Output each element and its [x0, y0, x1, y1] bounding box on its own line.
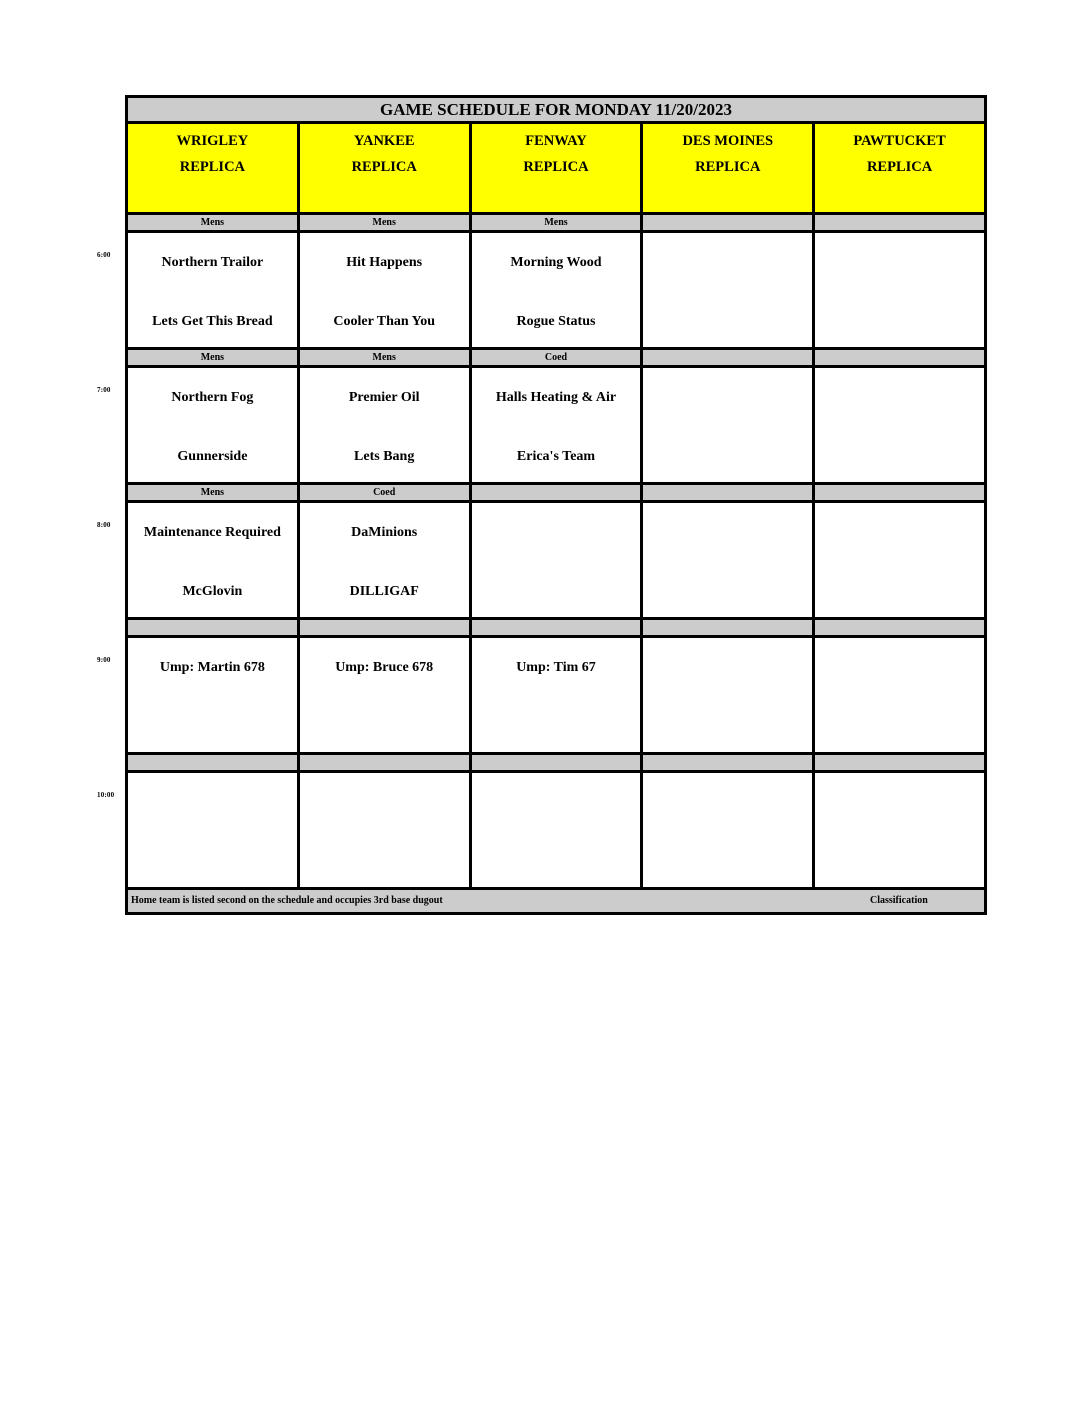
time-slot [97, 215, 987, 350]
away-team: Halls Heating & Air [495, 390, 617, 405]
classification-cell: Mens [472, 215, 644, 233]
home-team: Gunnerside [177, 449, 248, 464]
game-row [125, 503, 987, 620]
classification-row [125, 485, 987, 503]
classification-cell [472, 485, 644, 503]
time-slot [97, 755, 987, 890]
classification-cell [815, 620, 987, 638]
game-cell [472, 368, 644, 485]
game-row [125, 638, 987, 755]
classification-row [125, 755, 987, 773]
away-team: Ump: Bruce 678 [335, 660, 434, 675]
classification-row [125, 620, 987, 638]
game-cell [128, 233, 300, 350]
classification-cell [472, 620, 644, 638]
home-team: McGlovin [182, 584, 243, 599]
classification-cell: Mens [128, 350, 300, 368]
field-header-pawtucket [815, 124, 987, 212]
away-team: DaMinions [351, 525, 418, 540]
field-header-des-moines [643, 124, 815, 212]
field-name: PAWTUCKET [853, 133, 946, 149]
away-team: Hit Happens [346, 255, 423, 270]
game-cell [128, 773, 300, 890]
game-cell [815, 368, 987, 485]
game-cell [300, 503, 472, 620]
field-header-fenway [472, 124, 644, 212]
game-cell [300, 233, 472, 350]
classification-cell [472, 755, 644, 773]
game-row [125, 773, 987, 890]
away-team: Ump: Martin 678 [159, 660, 265, 675]
game-cell [472, 773, 644, 890]
home-team: Rogue Status [516, 314, 596, 329]
classification-cell: Coed [300, 485, 472, 503]
classification-row [125, 215, 987, 233]
time-label: 10:00 [97, 791, 115, 799]
game-cell [472, 638, 644, 755]
field-subtitle: REPLICA [179, 159, 246, 175]
time-slot [97, 485, 987, 620]
field-name: DES MOINES [682, 133, 774, 149]
classification-cell [643, 215, 815, 233]
classification-cell [815, 755, 987, 773]
game-cell [643, 503, 815, 620]
field-subtitle: REPLICA [695, 159, 761, 175]
game-cell [128, 503, 300, 620]
classification-cell: Mens [128, 215, 300, 233]
classification-cell [815, 215, 987, 233]
field-header-wrigley [128, 124, 300, 212]
home-team: Lets Bang [354, 449, 415, 464]
time-slot [97, 350, 987, 485]
schedule-title: GAME SCHEDULE FOR MONDAY 11/20/2023 [125, 95, 987, 121]
away-team: Northern Fog [171, 390, 254, 405]
game-cell [472, 233, 644, 350]
game-row [125, 368, 987, 485]
field-header-row [125, 121, 987, 215]
game-cell [300, 638, 472, 755]
game-cell [815, 233, 987, 350]
field-name: FENWAY [525, 133, 587, 149]
away-team: Maintenance Required [143, 525, 281, 540]
time-label: 9:00 [97, 656, 111, 664]
game-cell [815, 638, 987, 755]
away-team: Morning Wood [510, 255, 602, 270]
home-team: Cooler Than You [333, 314, 436, 329]
time-slot [97, 620, 987, 755]
schedule-footer [125, 890, 987, 915]
away-team: Ump: Tim 67 [516, 660, 596, 675]
game-cell [643, 773, 815, 890]
game-cell [128, 638, 300, 755]
home-team: Lets Get This Bread [152, 314, 273, 329]
classification-cell [643, 350, 815, 368]
classification-cell: Mens [300, 350, 472, 368]
classification-cell: Coed [472, 350, 644, 368]
away-team: Premier Oil [348, 390, 420, 405]
field-subtitle: REPLICA [523, 159, 589, 175]
home-team: Erica's Team [516, 449, 596, 464]
time-label: 7:00 [97, 386, 111, 394]
game-cell [300, 368, 472, 485]
game-cell [643, 233, 815, 350]
classification-row [125, 350, 987, 368]
game-cell [643, 368, 815, 485]
classification-cell [815, 485, 987, 503]
home-team-note: Home team is listed second on the schedule and occupies 3rd base dugout [131, 895, 443, 906]
classification-cell [643, 755, 815, 773]
classification-cell [300, 755, 472, 773]
classification-cell: Mens [300, 215, 472, 233]
classification-cell [643, 485, 815, 503]
game-row [125, 233, 987, 350]
field-header-yankee [300, 124, 472, 212]
game-cell [472, 503, 644, 620]
field-subtitle: REPLICA [866, 159, 933, 175]
classification-cell [300, 620, 472, 638]
classification-legend: Classification [870, 895, 928, 906]
game-cell [643, 638, 815, 755]
classification-cell [643, 620, 815, 638]
time-label: 6:00 [97, 251, 111, 259]
field-subtitle: REPLICA [351, 159, 417, 175]
time-slots [97, 215, 987, 890]
classification-cell [815, 350, 987, 368]
game-cell [815, 773, 987, 890]
field-name: WRIGLEY [176, 133, 249, 149]
classification-cell [128, 620, 300, 638]
home-team: DILLIGAF [349, 584, 419, 599]
field-name: YANKEE [353, 133, 415, 149]
game-cell [815, 503, 987, 620]
game-cell [128, 368, 300, 485]
game-cell [300, 773, 472, 890]
schedule-sheet [97, 95, 987, 915]
time-label: 8:00 [97, 521, 111, 529]
classification-cell: Mens [128, 485, 300, 503]
away-team: Northern Trailor [161, 255, 264, 270]
classification-cell [128, 755, 300, 773]
